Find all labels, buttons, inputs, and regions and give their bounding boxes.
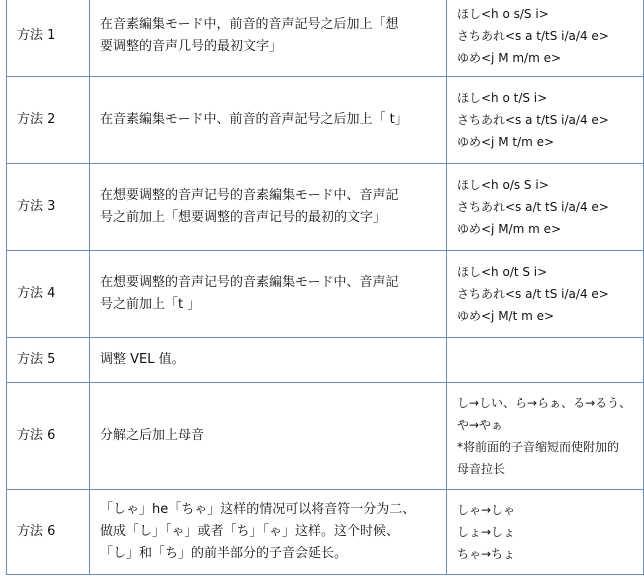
table-row	[7, 251, 644, 338]
description-line: 号之前加上「想要调整的音声记号的最初的文字」	[100, 210, 387, 225]
table-row	[7, 490, 644, 575]
table-row	[7, 77, 644, 164]
example-line: ほし<h o/t S i>	[457, 265, 548, 279]
method-cell	[7, 251, 90, 338]
example-line: さちあれ<s a/t tS i/a/4 e>	[457, 287, 609, 301]
description-line: 做成「し」「ゃ」或者「ち」「ゃ」这样。这个时候、	[100, 524, 400, 539]
description-line: 在音素編集モード中、前音的音声記号之后加上「 t」	[100, 112, 408, 127]
example-cell	[447, 338, 644, 383]
table-row	[7, 164, 644, 251]
method-label: 方法 2	[17, 112, 56, 127]
method-label: 方法 4	[17, 286, 56, 301]
example-line: ほし<h o t/S i>	[457, 91, 548, 105]
description-cell	[90, 77, 447, 164]
method-label: 方法 5	[17, 352, 56, 367]
method-label: 方法 6	[17, 428, 56, 443]
example-cell	[447, 0, 644, 77]
example-line: *将前面的子音缩短而使附加的	[457, 440, 620, 454]
description-cell	[90, 490, 447, 575]
table-row	[7, 0, 644, 77]
description-cell	[90, 338, 447, 383]
example-cell	[447, 164, 644, 251]
example-line: さちあれ<s a/t tS i/a/4 e>	[457, 200, 609, 214]
table-body	[7, 0, 644, 575]
example-cell	[447, 251, 644, 338]
example-line: しょ→しょ	[457, 525, 516, 539]
example-line: さちあれ<s a t/tS i/a/4 e>	[457, 28, 609, 43]
example-line: ほし<h o s/S i>	[457, 6, 549, 21]
example-cell	[447, 383, 644, 490]
example-line: ゆめ<j M/m m e>	[457, 222, 562, 236]
example-line: や→やぁ	[457, 418, 504, 432]
method-cell	[7, 383, 90, 490]
description-line: 要调整的音声几号的最初文字」	[100, 38, 283, 54]
example-line: ゆめ<j M/t m e>	[457, 309, 555, 323]
description-line: 分解之后加上母音	[100, 428, 205, 443]
method-label: 方法 3	[17, 199, 56, 214]
method-cell	[7, 164, 90, 251]
example-line: ほし<h o/s S i>	[457, 178, 549, 192]
method-label: 方法 6	[17, 524, 56, 539]
example-line: ちゃ→ちょ	[457, 547, 516, 561]
example-line: し→しい、ら→らぁ、る→るう、	[457, 396, 632, 410]
method-cell	[7, 0, 90, 77]
method-cell	[7, 77, 90, 164]
description-cell	[90, 164, 447, 251]
methods-table	[6, 0, 644, 575]
example-line: しゃ→しゃ	[457, 503, 516, 517]
description-line: 在想要调整的音声记号的音素編集モード中、音声記	[100, 188, 399, 203]
description-line: 「しゃ」he「ちゃ」这样的情况可以将音符一分为二、	[100, 502, 416, 517]
table-row	[7, 338, 644, 383]
example-line: さちあれ<s a t/tS i/a/4 e>	[457, 113, 609, 127]
description-cell	[90, 251, 447, 338]
description-cell	[90, 0, 447, 77]
description-line: 号之前加上「t 」	[100, 297, 201, 312]
description-line: 在音素編集モード中，前音的音声記号之后加上「想	[100, 16, 399, 32]
method-cell	[7, 338, 90, 383]
description-line: 在想要调整的音声记号的音素編集モード中、音声記	[100, 275, 399, 290]
description-cell	[90, 383, 447, 490]
example-line: ゆめ<j M m/m e>	[457, 50, 562, 65]
description-line: 调整 VEL 值。	[100, 352, 185, 367]
description-line: 「し」和「ち」的前半部分的子音会延长。	[100, 546, 348, 561]
example-line: ゆめ<j M t/m e>	[457, 135, 555, 149]
table-row	[7, 383, 644, 490]
example-cell	[447, 490, 644, 575]
example-cell	[447, 77, 644, 164]
method-label: 方法 1	[17, 27, 56, 43]
method-cell	[7, 490, 90, 575]
example-line: 母音拉长	[457, 462, 506, 476]
